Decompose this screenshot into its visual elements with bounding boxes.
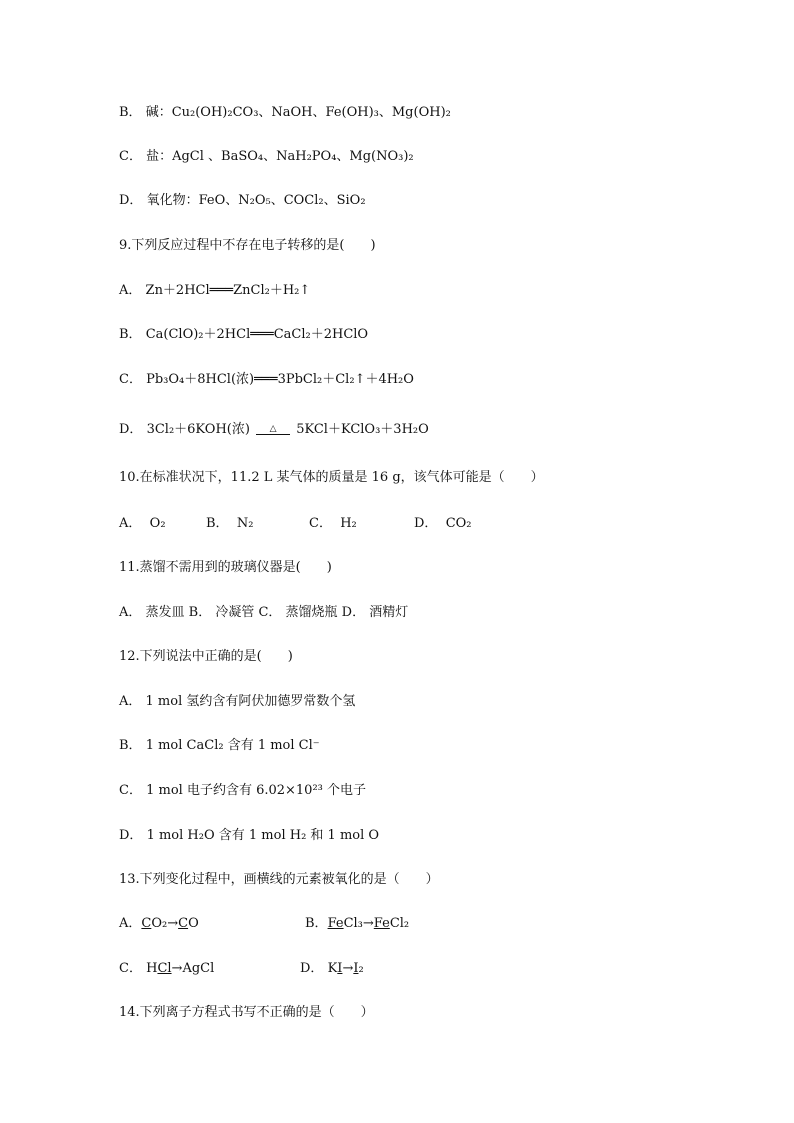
q9-option-d: [119, 421, 429, 439]
q12-option-a-label: A．: [119, 694, 142, 709]
q12-option-b: [119, 737, 320, 755]
q13-option-c: [119, 960, 214, 978]
q10-option-c-label: C．: [309, 516, 332, 531]
q9-option-a-label: A．: [119, 283, 142, 298]
q13-d-underlined-2: I: [353, 961, 359, 976]
q13-d-text-2: ₂: [358, 961, 364, 976]
q13-a-underlined-1: C: [141, 916, 152, 931]
q12-option-d-text: 1 mol H₂O 含有 1 mol H₂ 和 1 mol O: [146, 828, 380, 843]
q8-option-d-text: 氧化物：FeO、N₂O₅、COCl₂、SiO₂: [146, 193, 366, 208]
q9-option-c-text: Pb₃O₄＋8HCl(浓)═══3PbCl₂＋Cl₂↑＋4H₂O: [146, 372, 414, 387]
q13-a-underlined-2: C: [178, 916, 189, 931]
q13-option-b: [305, 915, 409, 933]
q8-option-c: [119, 148, 414, 166]
q9-option-b-text: Ca(ClO)₂＋2HCl═══CaCl₂＋2HClO: [145, 327, 369, 342]
q12-option-a: [119, 693, 355, 711]
q9-option-b: [119, 326, 368, 344]
q10-option-a-text: O₂: [149, 516, 166, 531]
q12-option-c-label: C．: [119, 783, 142, 798]
q11-options: A． 蒸发皿 B． 冷凝管 C． 蒸馏烧瓶 D． 酒精灯: [119, 605, 409, 620]
q9-option-a: [119, 282, 310, 300]
q13-a-text-1: O₂→: [151, 916, 179, 931]
q8-option-b-label: B．: [119, 105, 142, 120]
heat-condition-symbol: △: [256, 424, 290, 435]
q11-stem: 11.蒸馏不需用到的玻璃仪器是( ): [119, 560, 332, 575]
q13-c-underlined-1: Cl: [157, 961, 172, 976]
q12-stem: 12.下列说法中正确的是( ): [119, 649, 293, 664]
q13-c-text-0: H: [146, 961, 158, 976]
q12-option-d-label: D．: [119, 828, 143, 843]
q12-option-c-text: 1 mol 电子约含有 6.02×10²³ 个电子: [146, 783, 367, 798]
q13-a-text-2: O: [188, 916, 199, 931]
q9-option-c: [119, 371, 414, 389]
q14-stem: 14.下列离子方程式书写不正确的是（ ）: [119, 1005, 374, 1020]
q9-option-c-label: C．: [119, 372, 142, 387]
q13-option-a: [119, 915, 199, 933]
q10-option-c: [309, 515, 357, 533]
q10-option-d-label: D．: [414, 516, 438, 531]
q8-option-c-text: 盐：AgCl 、BaSO₄、NaH₂PO₄、Mg(NO₃)₂: [146, 149, 414, 164]
q8-option-b: [119, 104, 451, 122]
q13-option-a-label: A．: [119, 916, 142, 931]
q9-option-b-label: B．: [119, 327, 142, 342]
q9-option-d-right: 5KCl＋KClO₃＋3H₂O: [296, 422, 429, 437]
q10-option-d: [414, 515, 472, 533]
q10-option-b: [206, 515, 253, 533]
q10-option-d-text: CO₂: [445, 516, 472, 531]
q12-option-a-text: 1 mol 氢约含有阿伏加德罗常数个氢: [145, 694, 356, 709]
q10-stem: 10.在标准状况下，11.2 L 某气体的质量是 16 g，该气体可能是（ ）: [119, 470, 544, 485]
q13-d-text-0: K: [327, 961, 338, 976]
q13-option-d-label: D．: [300, 961, 324, 976]
q10-option-b-text: N₂: [236, 516, 254, 531]
q10-option-c-text: H₂: [340, 516, 357, 531]
q8-option-c-label: C．: [119, 149, 142, 164]
q10-option-a-label: A．: [119, 516, 142, 531]
q13-d-text-1: →: [342, 961, 354, 976]
q13-option-c-label: C．: [119, 961, 142, 976]
q13-stem: 13.下列变化过程中，画横线的元素被氧化的是（ ）: [119, 872, 439, 887]
q9-option-d-label: D．: [119, 422, 143, 437]
q13-d-underlined-1: I: [337, 961, 343, 976]
q9-option-a-text: Zn＋2HCl═══ZnCl₂＋H₂↑: [145, 283, 311, 298]
q12-option-b-text: 1 mol CaCl₂ 含有 1 mol Cl⁻: [145, 738, 320, 753]
q8-option-d-label: D．: [119, 193, 143, 208]
q8-option-b-text: 碱：Cu₂(OH)₂CO₃、NaOH、Fe(OH)₃、Mg(OH)₂: [145, 105, 451, 120]
q13-option-b-label: B．: [305, 916, 328, 931]
q13-option-d: [300, 960, 364, 978]
q13-b-text-2: Cl₂: [389, 916, 410, 931]
q9-option-d-left: 3Cl₂＋6KOH(浓): [146, 422, 250, 437]
q10-option-b-label: B．: [206, 516, 229, 531]
q13-b-underlined-1: Fe: [327, 916, 344, 931]
q13-b-text-1: Cl₃→: [343, 916, 374, 931]
q13-b-underlined-2: Fe: [373, 916, 390, 931]
q12-option-b-label: B．: [119, 738, 142, 753]
q10-option-a: [119, 515, 166, 533]
q12-option-d: [119, 827, 379, 845]
q13-c-text-1: →AgCl: [171, 961, 215, 976]
q12-option-c: [119, 782, 366, 800]
q9-stem: 9.下列反应过程中不存在电子转移的是( ): [119, 238, 376, 253]
q8-option-d: [119, 192, 366, 210]
